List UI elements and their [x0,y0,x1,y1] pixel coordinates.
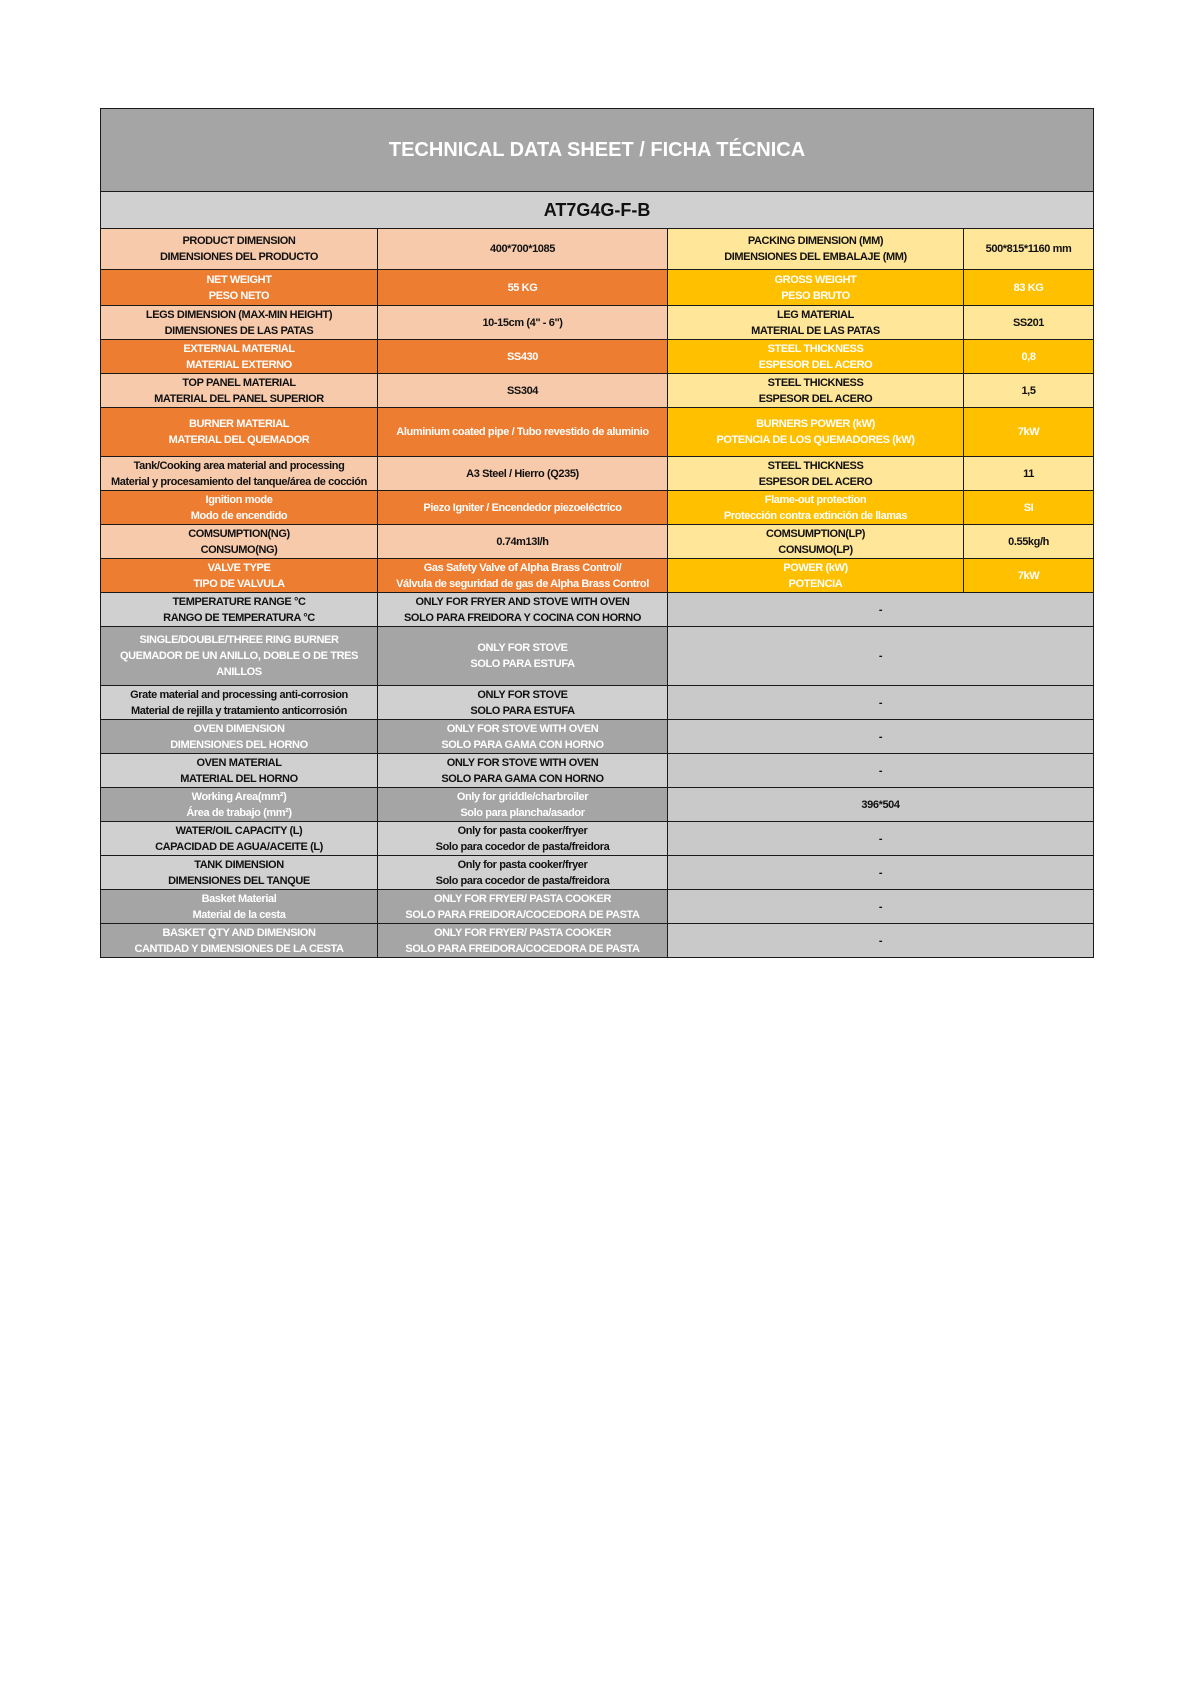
spec-text-line: DIMENSIONES DEL EMBALAJE (MM) [724,251,907,263]
spec-text-line: ONLY FOR STOVE [477,688,568,701]
spec-text-line: 7kW [1017,569,1040,582]
spec-text-line: BURNERS POWER (kW) [756,418,875,430]
spec-cell-b [378,229,668,270]
spec-cell-b [378,374,668,408]
spec-cell-d [964,525,1094,559]
spec-text-line: SS201 [1013,316,1045,329]
spec-cell-b [378,593,668,627]
spec-text-line: SI [1023,501,1034,514]
spec-text-line: SOLO PARA ESTUFA [470,704,575,717]
spec-cell-c [668,306,964,340]
spec-text-line: ONLY FOR STOVE WITH OVEN [446,722,599,735]
spec-row [101,340,1094,374]
spec-cell-a [101,686,378,720]
spec-text-line: SOLO PARA GAMA CON HORNO [441,738,604,751]
spec-cell-d [964,559,1094,593]
spec-row [101,270,1094,306]
spec-cell-a [101,340,378,374]
spec-cell-a [101,491,378,525]
spec-text-line: - [878,603,883,616]
spec-row [101,593,1094,627]
spec-text-line: STEEL THICKNESS [767,459,864,472]
spec-text-line: Only for griddle/charbroiler [456,790,589,803]
spec-text-line: Solo para cocedor de pasta/freidora [435,874,610,887]
spec-text-line: SS304 [506,384,539,397]
spec-text-line: A3 Steel / Hierro (Q235) [466,467,579,480]
spec-cell-c [668,457,964,491]
spec-cell-cd [668,822,1094,856]
model-name: AT7G4G-F-B [101,192,1094,229]
spec-cell-b [378,525,668,559]
spec-cell-cd [668,754,1094,788]
spec-text-line: - [878,730,883,743]
spec-cell-cd [668,593,1094,627]
spec-text-line: TIPO DE VALVULA [193,577,285,590]
spec-text-line: NET WEIGHT [206,273,272,286]
spec-row [101,720,1094,754]
spec-text-line: DIMENSIONES DEL HORNO [170,738,308,751]
spec-cell-c [668,408,964,457]
spec-text-line: - [878,934,883,947]
spec-row [101,559,1094,593]
spec-row [101,856,1094,890]
spec-cell-d [964,306,1094,340]
spec-text-line: EXTERNAL MATERIAL [183,342,295,355]
spec-text-line: OVEN DIMENSION [193,722,285,735]
spec-row [101,306,1094,340]
spec-cell-cd [668,686,1094,720]
spec-row [101,924,1094,958]
spec-text-line: POTENCIA DE LOS QUEMADORES (kW) [716,434,915,446]
spec-text-line: 0.55kg/h [1008,535,1049,548]
spec-text-line: Basket Material [201,892,277,905]
spec-cell-cd [668,890,1094,924]
spec-text-line: SOLO PARA FREIDORA Y COCINA CON HORNO [404,611,641,624]
spec-row [101,822,1094,856]
spec-text-line: ONLY FOR FRYER/ PASTA COOKER [433,892,612,905]
spec-cell-a [101,924,378,958]
spec-text-line: Solo para plancha/asador [460,806,585,819]
spec-row [101,890,1094,924]
spec-cell-b [378,340,668,374]
spec-text-line: Tank/Cooking area material and processing [133,459,345,472]
spec-text-line: SOLO PARA ESTUFA [470,658,575,670]
spec-cell-d [964,270,1094,306]
spec-text-line: QUEMADOR DE UN ANILLO, DOBLE O DE TRES ANILLOS [119,650,358,678]
spec-cell-b [378,822,668,856]
spec-row [101,788,1094,822]
spec-text-line: MATERIAL DEL QUEMADOR [168,434,310,446]
spec-row [101,525,1094,559]
spec-text-line: 11 [1023,467,1034,480]
spec-text-line: DIMENSIONES DE LAS PATAS [164,324,314,337]
spec-text-line: Gas Safety Valve of Alpha Brass Control/ [423,561,622,574]
spec-cell-b [378,720,668,754]
spec-cell-c [668,374,964,408]
sheet-title: TECHNICAL DATA SHEET / FICHA TÉCNICA [101,109,1094,192]
spec-cell-b [378,686,668,720]
spec-text-line: ONLY FOR FRYER/ PASTA COOKER [433,926,612,939]
spec-cell-b [378,306,668,340]
spec-text-line: OVEN MATERIAL [196,756,282,769]
spec-text-line: - [878,900,883,913]
spec-cell-a [101,306,378,340]
spec-text-line: STEEL THICKNESS [767,342,864,355]
spec-cell-cd [668,856,1094,890]
spec-text-line: MATERIAL DE LAS PATAS [751,324,880,337]
spec-text-line: ESPESOR DEL ACERO [758,358,873,371]
spec-cell-cd [668,627,1094,686]
spec-text-line: Material de rejilla y tratamiento anticorrosión [131,704,347,717]
spec-row [101,457,1094,491]
spec-cell-b [378,924,668,958]
spec-text-line: COMSUMPTION(LP) [765,527,866,540]
spec-text-line: - [878,832,883,845]
spec-row [101,374,1094,408]
spec-text-line: ESPESOR DEL ACERO [758,475,873,488]
spec-text-line: SOLO PARA FREIDORA/COCEDORA DE PASTA [405,908,640,921]
spec-text-line: PESO BRUTO [781,289,850,302]
spec-text-line: Protección contra extinción de llamas [723,509,908,522]
spec-text-line: ESPESOR DEL ACERO [758,392,873,405]
spec-cell-b [378,627,668,686]
spec-text-line: PACKING DIMENSION (MM) [747,235,884,247]
spec-cell-d [964,408,1094,457]
spec-text-line: LEG MATERIAL [777,308,854,321]
spec-cell-d [964,229,1094,270]
spec-text-line: WATER/OIL CAPACITY (L) [175,824,303,837]
spec-text-line: PRODUCT DIMENSION [182,235,296,247]
spec-text-line: VALVE TYPE [207,561,271,574]
spec-cell-c [668,559,964,593]
spec-text-line: RANGO DE TEMPERATURA °C [163,611,315,624]
spec-text-line: COMSUMPTION(NG) [188,527,290,540]
spec-cell-b [378,408,668,457]
spec-text-line: SOLO PARA FREIDORA/COCEDORA DE PASTA [405,942,640,955]
spec-cell-a [101,788,378,822]
spec-text-line: MATERIAL DEL PANEL SUPERIOR [154,392,324,405]
spec-text-line: 500*815*1160 mm [985,243,1072,255]
spec-text-line: LEGS DIMENSION (MAX-MIN HEIGHT) [145,308,333,321]
spec-text-line: 83 KG [1013,281,1044,294]
spec-cell-c [668,525,964,559]
spec-cell-a [101,408,378,457]
spec-cell-c [668,340,964,374]
spec-cell-b [378,788,668,822]
spec-text-line: 0,8 [1021,350,1036,363]
spec-text-line: SS430 [506,350,539,363]
spec-text-line: Only for pasta cooker/fryer [457,858,588,871]
spec-text-line: MATERIAL EXTERNO [186,358,292,371]
spec-cell-cd [668,720,1094,754]
spec-text-line: Material de la cesta [192,908,286,921]
spec-cell-b [378,890,668,924]
spec-cell-b [378,457,668,491]
spec-text-line: STEEL THICKNESS [767,376,864,389]
spec-cell-d [964,491,1094,525]
spec-row [101,491,1094,525]
spec-text-line: 1,5 [1021,384,1036,397]
spec-text-line: - [878,866,883,879]
spec-row [101,754,1094,788]
spec-text-line: CAPACIDAD DE AGUA/ACEITE (L) [155,840,323,853]
spec-cell-b [378,754,668,788]
spec-text-line: DIMENSIONES DEL PRODUCTO [159,251,319,263]
spec-cell-a [101,627,378,686]
spec-cell-a [101,822,378,856]
spec-cell-a [101,229,378,270]
spec-cell-a [101,754,378,788]
spec-text-line: 7kW [1017,426,1040,438]
spec-cell-d [964,340,1094,374]
spec-cell-a [101,559,378,593]
spec-text-line: Material y procesamiento del tanque/área de cocción [111,475,367,488]
spec-text-line: TOP PANEL MATERIAL [182,376,296,389]
spec-text-line: MATERIAL DEL HORNO [180,772,298,785]
spec-cell-a [101,374,378,408]
spec-text-line: SOLO PARA GAMA CON HORNO [441,772,604,785]
spec-cell-b [378,856,668,890]
spec-cell-a [101,593,378,627]
spec-cell-b [378,270,668,306]
spec-text-line: ONLY FOR STOVE WITH OVEN [446,756,599,769]
spec-text-line: Ignition mode [205,493,273,506]
spec-cell-d [964,374,1094,408]
spec-cell-a [101,890,378,924]
spec-text-line: Grate material and processing anti-corrosion [130,688,348,701]
spec-text-line: Área de trabajo (mm²) [186,806,292,819]
spec-text-line: DIMENSIONES DEL TANQUE [168,874,310,887]
spec-cell-c [668,229,964,270]
spec-cell-a [101,270,378,306]
spec-text-line: BASKET QTY AND DIMENSION [162,926,316,939]
spec-text-line: Válvula de seguridad de gas de Alpha Brass Control [396,577,649,590]
spec-cell-cd [668,924,1094,958]
technical-data-table [100,108,1094,958]
spec-cell-a [101,525,378,559]
spec-row [101,627,1094,686]
spec-text-line: Working Area(mm²) [191,790,287,803]
spec-text-line: GROSS WEIGHT [774,273,857,286]
spec-cell-a [101,856,378,890]
spec-text-line: 55 KG [507,281,538,294]
spec-text-line: Only for pasta cooker/fryer [457,824,588,837]
spec-cell-a [101,720,378,754]
spec-text-line: TEMPERATURE RANGE °C [172,595,306,608]
spec-row [101,686,1094,720]
spec-cell-d [964,457,1094,491]
spec-text-line: 400*700*1085 [490,243,555,255]
spec-text-line: SINGLE/DOUBLE/THREE RING BURNER [139,634,339,646]
title-row [101,109,1094,192]
spec-text-line: - [878,764,883,777]
spec-text-line: CANTIDAD Y DIMENSIONES DE LA CESTA [134,942,344,955]
spec-text-line: Solo para cocedor de pasta/freidora [435,840,610,853]
model-row [101,192,1094,229]
spec-text-line: ONLY FOR FRYER AND STOVE WITH OVEN [415,595,630,608]
spec-cell-c [668,270,964,306]
spec-text-line: PESO NETO [208,289,270,302]
spec-text-line: - [878,650,883,662]
spec-row [101,408,1094,457]
spec-cell-b [378,491,668,525]
spec-text-line: BURNER MATERIAL [188,418,290,430]
spec-cell-c [668,491,964,525]
spec-cell-b [378,559,668,593]
spec-text-line: - [878,696,883,709]
spec-row [101,229,1094,270]
spec-text-line: POTENCIA [788,577,843,590]
spec-text-line: 396*504 [861,798,900,811]
spec-cell-a [101,457,378,491]
spec-cell-cd [668,788,1094,822]
spec-text-line: Flame-out protection [764,493,867,506]
spec-text-line: 10-15cm (4" - 6") [482,316,563,329]
spec-text-line: ONLY FOR STOVE [477,642,568,654]
spec-text-line: CONSUMO(LP) [778,543,853,556]
spec-text-line: 0.74m13l/h [496,535,549,548]
spec-text-line: Piezo Igniter / Encendedor piezoeléctrico [423,501,622,514]
spec-text-line: Modo de encendido [190,509,288,522]
spec-text-line: TANK DIMENSION [194,858,284,871]
spec-text-line: Aluminium coated pipe / Tubo revestido de aluminio [396,426,649,438]
spec-text-line: POWER (kW) [783,561,848,574]
spec-text-line: CONSUMO(NG) [200,543,278,556]
